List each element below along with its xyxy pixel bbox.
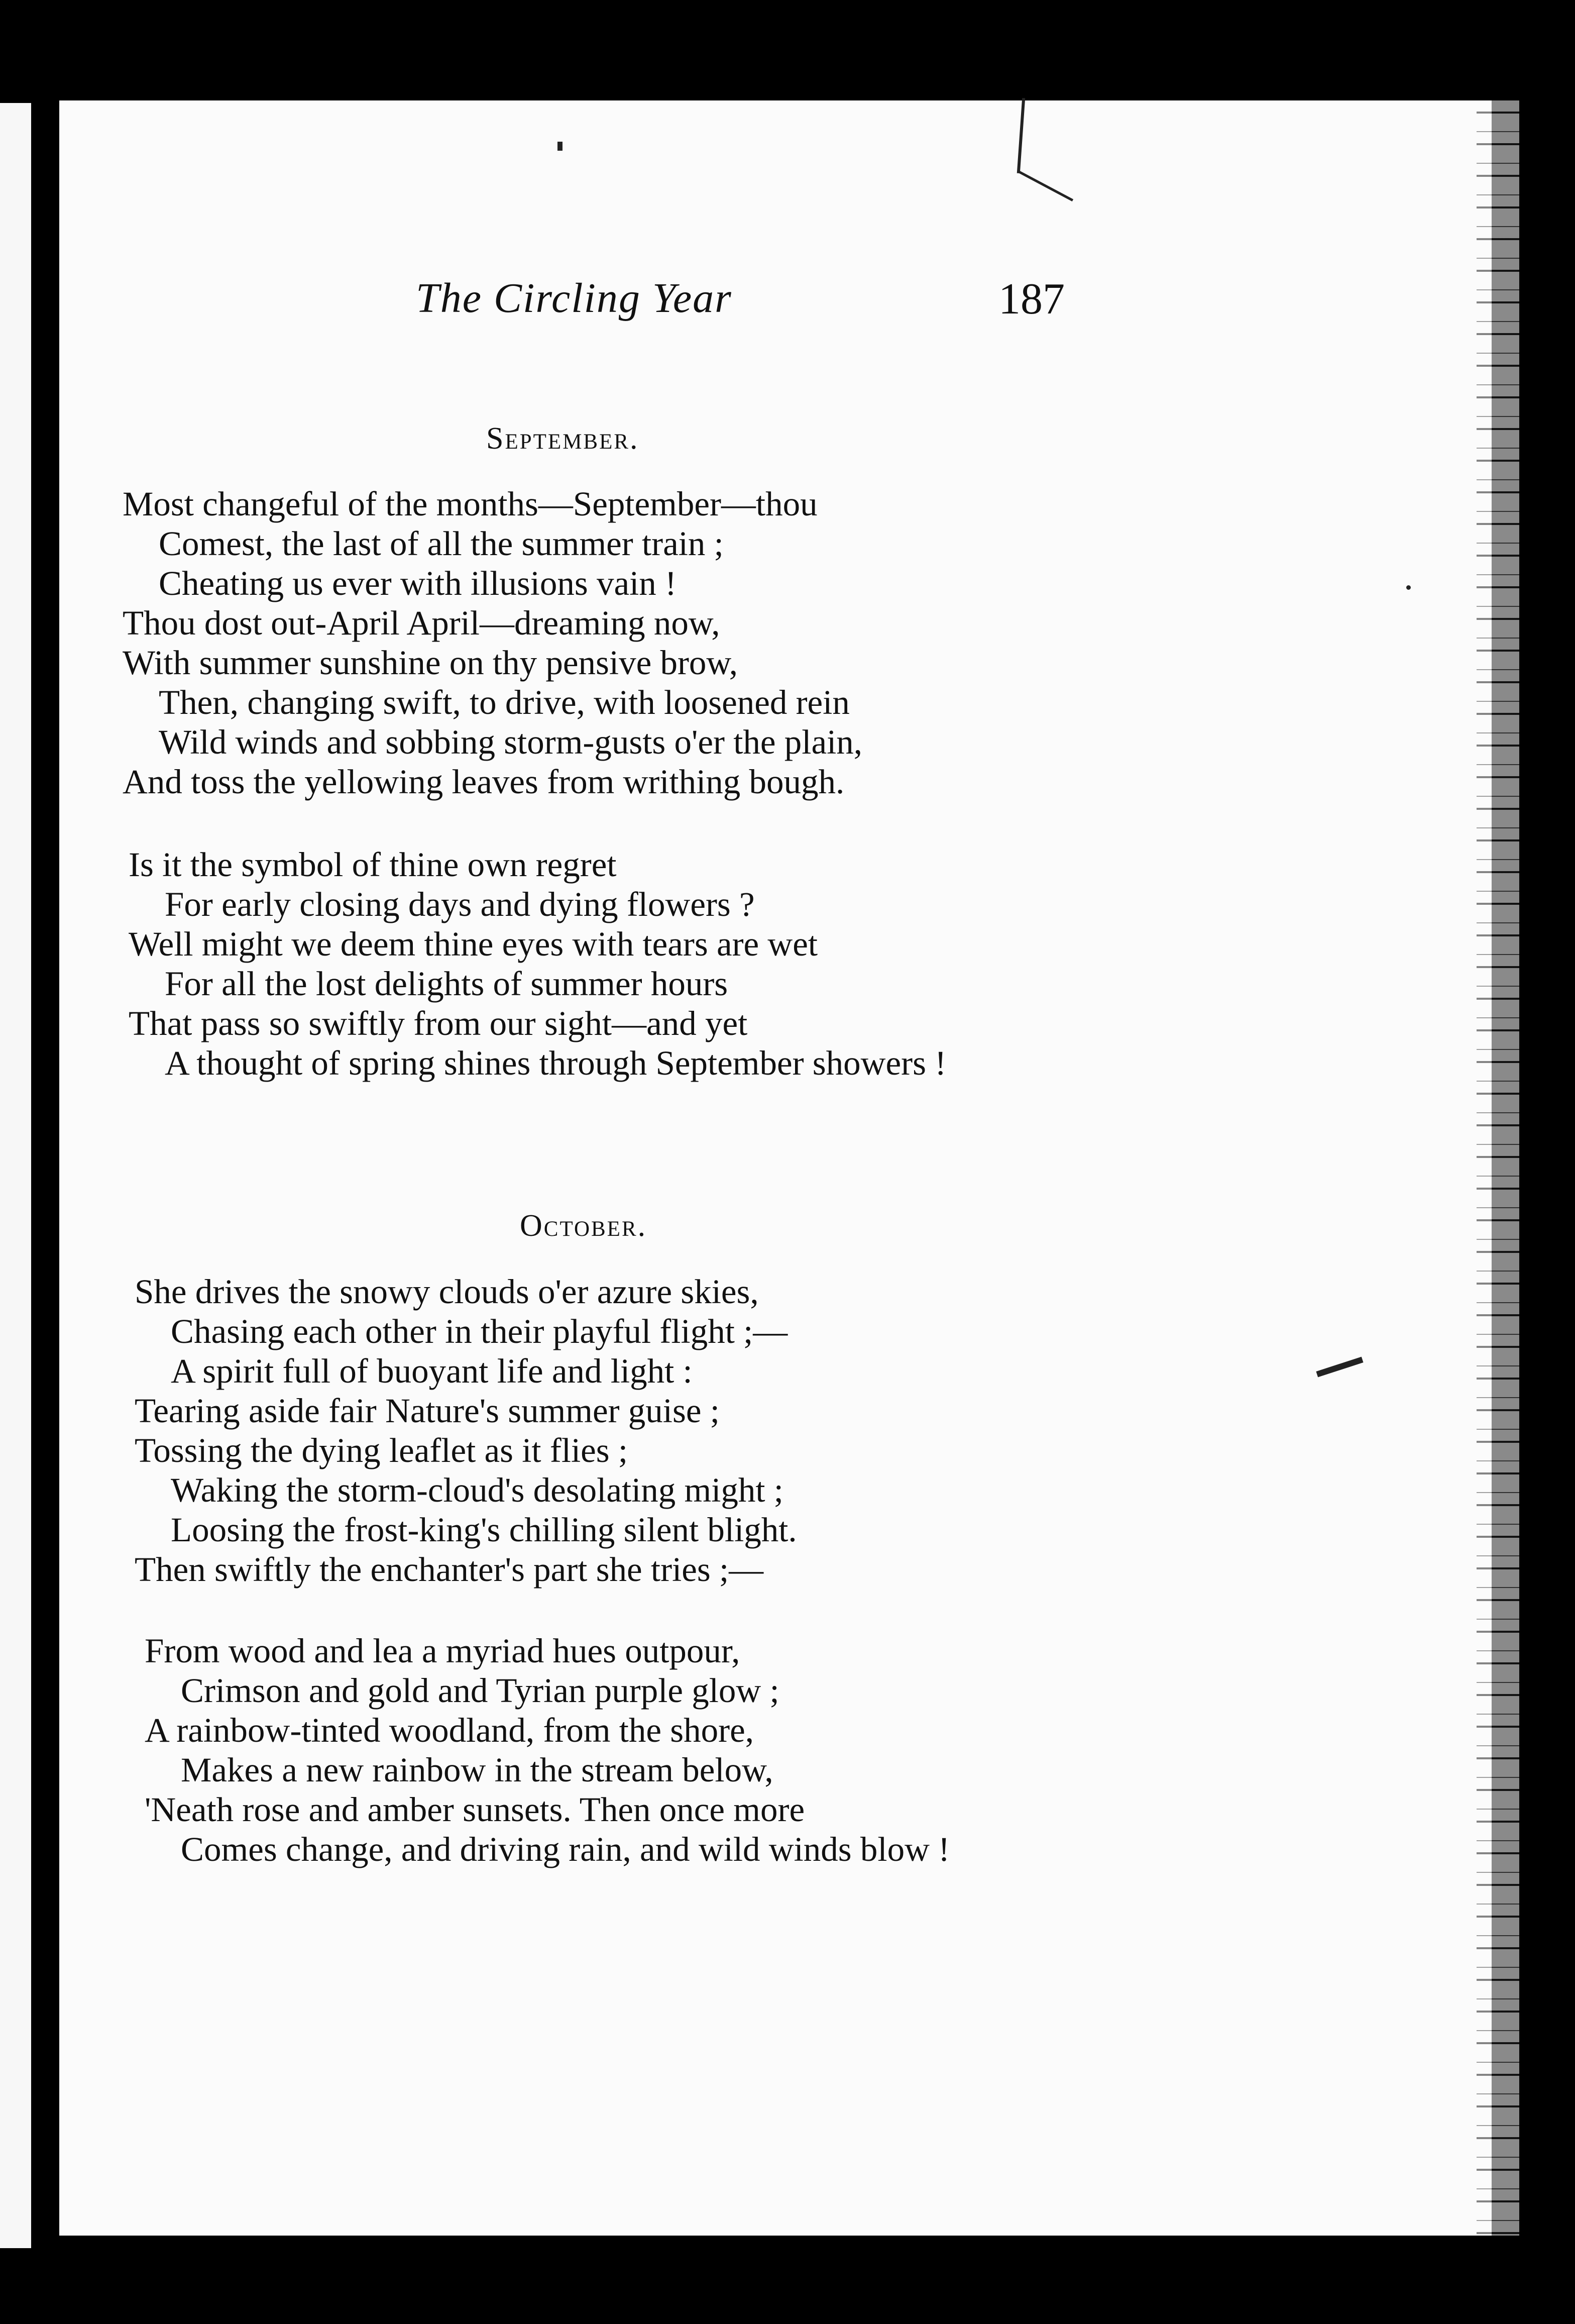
- poem-line: With summer sunshine on thy pensive brow,: [123, 644, 738, 682]
- poem-line: Comes change, and driving rain, and wild winds blow !: [181, 1830, 950, 1868]
- scan-speck: [1406, 585, 1411, 590]
- poem-line: Then, changing swift, to drive, with loosened rein: [159, 683, 850, 721]
- section-heading-september: September.: [486, 421, 639, 456]
- poem-line: And toss the yellowing leaves from writhing bough.: [123, 763, 845, 801]
- section-heading-october: October.: [520, 1209, 647, 1243]
- poem-line: For all the lost delights of summer hours: [165, 965, 728, 1003]
- poem-line: Then swiftly the enchanter's part she tries ;—: [135, 1550, 764, 1589]
- poem-line: Tossing the dying leaflet as it flies ;: [135, 1431, 628, 1469]
- poem-line: Waking the storm-cloud's desolating might ;: [171, 1471, 783, 1509]
- poem-line: Comest, the last of all the summer train ;: [159, 524, 724, 563]
- poem-line: A rainbow-tinted woodland, from the shore,: [145, 1711, 754, 1749]
- facing-page-edge: [0, 103, 31, 2248]
- poem-line: Makes a new rainbow in the stream below,: [181, 1751, 773, 1789]
- poem-line: Thou dost out-April April—dreaming now,: [123, 604, 720, 642]
- page-sheet: [59, 100, 1492, 2236]
- poem-line: 'Neath rose and amber sunsets. Then once more: [145, 1790, 805, 1829]
- poem-line: Crimson and gold and Tyrian purple glow ;: [181, 1671, 779, 1710]
- october-stanza-1: [135, 1272, 1340, 1590]
- poem-line: For early closing days and dying flowers ?: [165, 885, 755, 923]
- poem-line: Wild winds and sobbing storm-gusts o'er the plain,: [159, 723, 863, 761]
- poem-line: That pass so swiftly from our sight—and yet: [129, 1004, 748, 1042]
- poem-line: A thought of spring shines through September showers !: [165, 1044, 947, 1082]
- poem-line: She drives the snowy clouds o'er azure skies,: [135, 1273, 759, 1311]
- october-stanza-2: [145, 1631, 1350, 1869]
- poem-line: Loosing the frost-king's chilling silent blight.: [171, 1511, 797, 1549]
- scan-speck: [557, 142, 562, 151]
- page-number: 187: [998, 275, 1065, 324]
- running-head: [0, 274, 1575, 354]
- poem-line: A spirit full of buoyant life and light :: [171, 1352, 693, 1390]
- page-edge-shadow: [1477, 100, 1519, 2236]
- poem-line: Is it the symbol of thine own regret: [129, 846, 617, 884]
- poem-line: Chasing each other in their playful flight ;—: [171, 1312, 788, 1350]
- poem-line: Most changeful of the months—September—thou: [123, 485, 818, 523]
- poem-line: Tearing aside fair Nature's summer guise ;: [135, 1392, 720, 1430]
- running-title: The Circling Year: [416, 275, 732, 322]
- september-stanza-2: [129, 845, 1334, 1083]
- september-stanza-1: [123, 484, 1328, 802]
- poem-line: Well might we deem thine eyes with tears are wet: [129, 925, 818, 963]
- poem-line: From wood and lea a myriad hues outpour,: [145, 1632, 740, 1670]
- poem-line: Cheating us ever with illusions vain !: [159, 564, 677, 602]
